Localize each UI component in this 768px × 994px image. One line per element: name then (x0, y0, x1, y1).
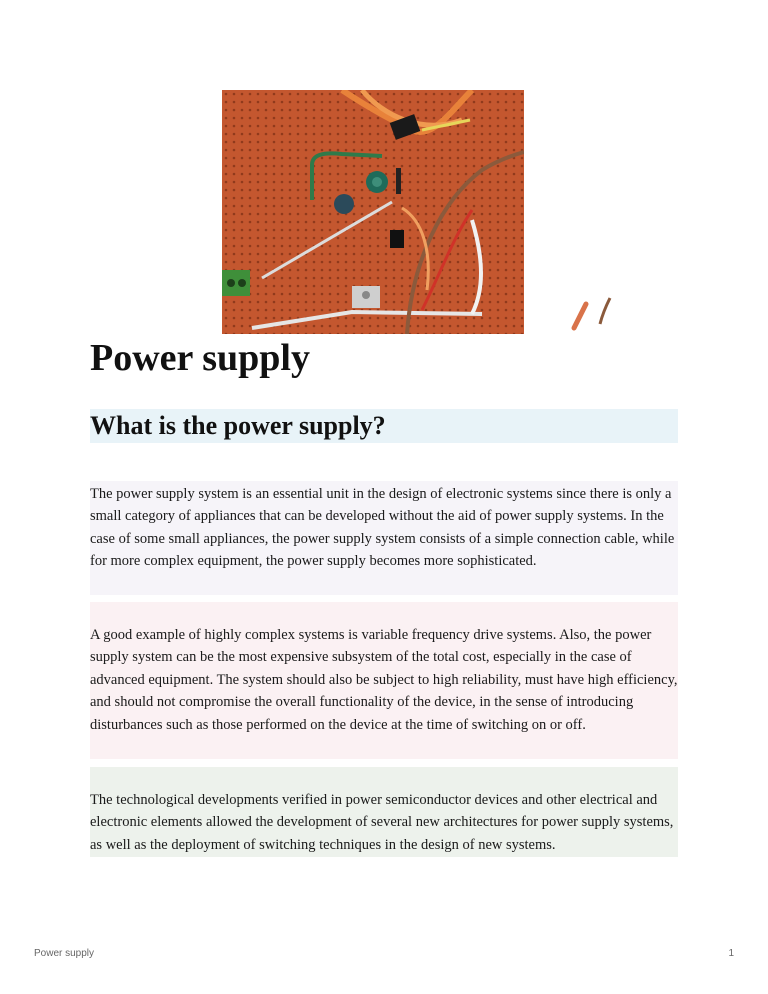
footer-label: Power supply (34, 948, 95, 959)
wire-fragment (560, 296, 620, 336)
paragraph-1: The power supply system is an essential unit in the design of electronic systems since there is only a small category of appliances that can be developed without the aid of power supply systems. In the case of some small appliances, the power supply system consists of a simple connection cable, while for more complex equipment, the power supply becomes more sophisticated. (90, 481, 678, 595)
paragraph-3: The technological developments verified in power semiconductor devices and other electrical and electronic elements allowed the development of several new architectures for power supply systems, as well as the deployment of switching techniques in the design of new systems. (90, 767, 678, 857)
circuit-board-photo (222, 90, 524, 334)
page-number: 1 (728, 948, 734, 959)
section-heading: What is the power supply? (90, 409, 678, 443)
paragraph-2: A good example of highly complex systems is variable frequency drive systems. Also, the power supply system can be the most expensive subsystem of the total cost, especially in the case of advanced equipment. The system should also be subject to high reliability, must have high efficiency, and should not compromise the overall functionality of the device, in the sense of introducing disturbances such as those performed on the device at the time of switching on or off. (90, 602, 678, 759)
page-title: Power supply (90, 337, 310, 379)
